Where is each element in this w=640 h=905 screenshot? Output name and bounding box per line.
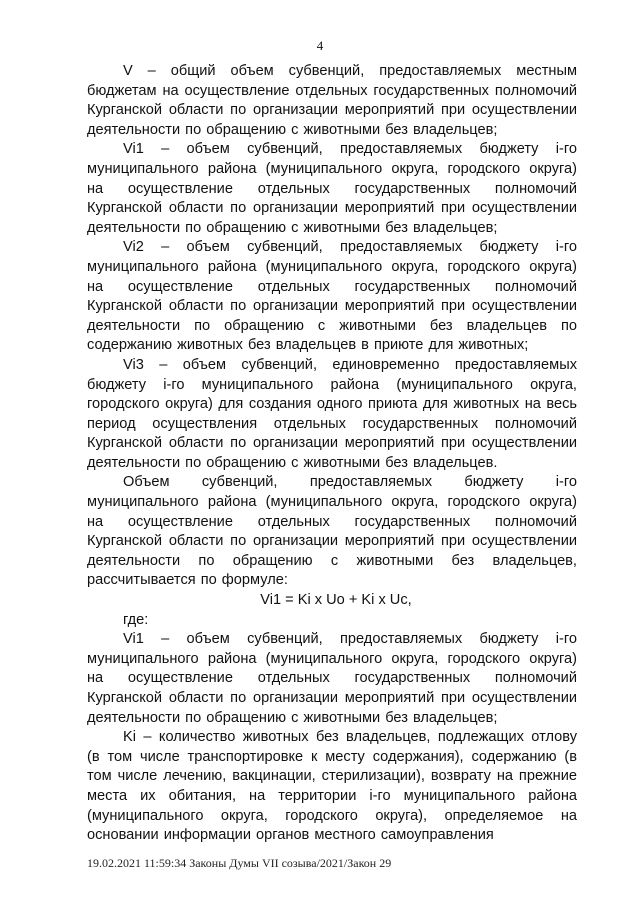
paragraph-volume-calculation: Объем субвенций, предоставляемых бюджету i-го муниципального района (муниципального округа, городского округа) на осуществление отдельных государственных полномочий Курганской области по организации мероприятий при осуществлении деятельности по обращению с животными без владельцев, рассчитывается по формуле: [87,474,577,589]
definition-vi1: Vi1 – объем субвенций, предоставляемых бюджету i-го муниципального района (муниципального округа, городского округа) на осуществление отдельных государственных полномочий Курганской области по организации мероприятий при осуществлении деятельности по обращению с животными без владельцев; [87,631,577,726]
page-number: 4 [316,38,324,53]
formula: Vi1 = Ki x Uo + Ki x Uc, [260,592,412,609]
where-label: где: [123,611,149,628]
paragraph-vi3-definition: Vi3 – объем субвенций, единовременно предоставляемых бюджету i-го муниципального района (муниципального округа, городского округа) для создания одного приюта для животных на весь период осуществления отдельных государственных полномочий Курганской области по организации мероприятий при осуществлении деятельности по обращению с животными без владельцев. [87,356,577,471]
definition-ki: Ki – количество животных без владельцев, подлежащих отлову (в том числе транспортировке к месту содержания), содержанию (в том числе лечению, вакцинации, стерилизации), возврату на прежние места их обитания, на территории i-го муниципального района (муниципального округа, городского округа), определяемое на основании информации органов местного самоуправления [87,729,577,844]
document-body [87,62,577,846]
paragraph-vi2-definition: Vi2 – объем субвенций, предоставляемых бюджету i-го муниципального района (муниципального округа, городского округа) на осуществление отдельных государственных полномочий Курганской области по организации мероприятий при осуществлении деятельности по обращению с животными без владельцев по содержанию животных без владельцев в приюте для животных; [87,239,577,354]
paragraph-vi1-definition: Vi1 – объем субвенций, предоставляемых бюджету i-го муниципального района (муниципального округа, городского округа) на осуществление отдельных государственных полномочий Курганской области по организации мероприятий при осуществлении деятельности по обращению с животными без владельцев; [87,141,577,236]
footer-stamp: 19.02.2021 11:59:34 Законы Думы VII созыва/2021/Закон 29 [87,856,392,870]
paragraph-v-definition: V – общий объем субвенций, предоставляемых местным бюджетам на осуществление отдельных государственных полномочий Курганской области по организации мероприятий при осуществлении деятельности по обращению с животными без владельцев; [87,63,577,138]
